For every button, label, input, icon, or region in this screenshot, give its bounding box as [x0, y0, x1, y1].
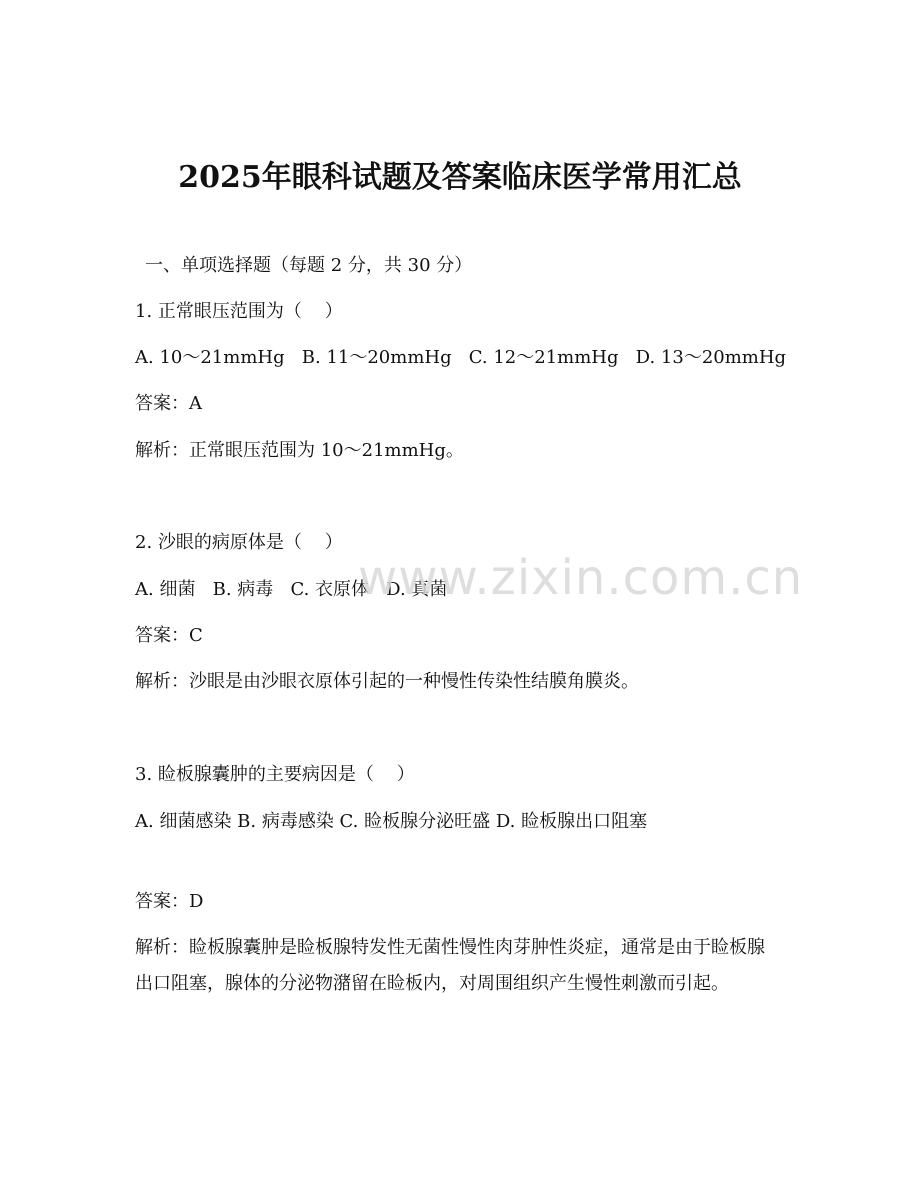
question-2-options: A. 细菌 B. 病毒 C. 衣原体 D. 真菌	[135, 579, 448, 600]
section-heading: 一、单项选择题（每题 2 分，共 30 分）	[145, 255, 473, 276]
document-title: 2025年眼科试题及答案临床医学常用汇总	[178, 160, 742, 195]
question-1-explanation: 解析：正常眼压范围为 10～21mmHg。	[135, 440, 464, 461]
question-2-explanation: 解析：沙眼是由沙眼衣原体引起的一种慢性传染性结膜角膜炎。	[135, 671, 639, 692]
question-1-stem: 1. 正常眼压范围为（ ）	[135, 301, 343, 322]
question-2-stem: 2. 沙眼的病原体是（ ）	[135, 532, 343, 553]
question-1-answer: 答案：A	[135, 393, 202, 414]
question-2-answer: 答案：C	[135, 625, 203, 646]
question-3-stem: 3. 睑板腺囊肿的主要病因是（ ）	[135, 764, 415, 785]
watermark-text: www.zixin.com.cn	[358, 550, 804, 606]
question-3-answer: 答案：D	[135, 891, 204, 912]
question-3-options: A. 细菌感染 B. 病毒感染 C. 睑板腺分泌旺盛 D. 睑板腺出口阻塞	[135, 811, 648, 832]
question-1-options: A. 10～21mmHg B. 11～20mmHg C. 12～21mmHg D. 13～20mmHg	[135, 347, 787, 368]
question-3-explanation: 解析：睑板腺囊肿是睑板腺特发性无菌性慢性肉芽肿性炎症，通常是由于睑板腺出口阻塞，腺体的分泌物潴留在睑板内，对周围组织产生慢性刺激而引起。	[135, 937, 765, 994]
